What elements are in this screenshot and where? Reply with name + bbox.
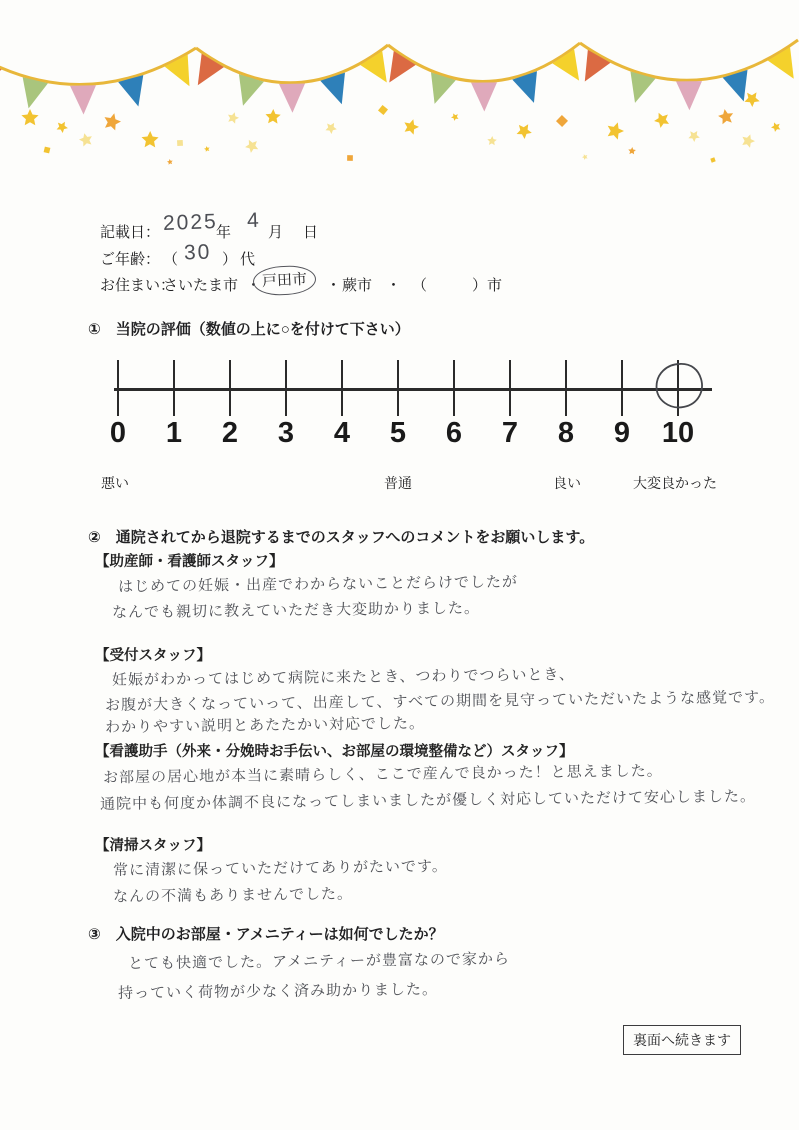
star-decoration: [628, 147, 636, 154]
handwritten-comment-line: 常に清潔に保っていただけてありがたいです。: [112, 857, 448, 880]
tick-label: 8: [557, 417, 575, 449]
star-decoration: [556, 115, 568, 127]
star-decoration: [228, 112, 239, 123]
handwritten-comment-line: 持っていく荷物が少なく済み助かりました。: [117, 981, 439, 1002]
anchor-good: 良い: [553, 475, 581, 491]
star-decoration: [167, 159, 173, 165]
star-decoration: [517, 124, 532, 139]
star-decoration: [582, 154, 588, 160]
q2-heading: ② 通院されてから退院するまでのスタッフへのコメントをお願いします。: [88, 529, 595, 546]
star-decoration: [326, 123, 337, 134]
handwritten-comment-line: なんでも親切に教えていただき大変助かりました。: [111, 599, 481, 622]
anchor-normal: 普通: [384, 475, 412, 491]
bunting-decoration: [0, 0, 799, 185]
tick-label: 6: [445, 417, 463, 449]
tick-label: 4: [333, 417, 351, 449]
star-decoration: [266, 109, 281, 124]
residence-separator: ・: [326, 277, 342, 294]
star-decoration: [44, 147, 51, 154]
star-decoration: [204, 146, 210, 152]
star-decoration: [487, 136, 497, 145]
section-title-cleaning: 【清掃スタッフ】: [95, 838, 211, 854]
star-decoration: [745, 92, 760, 107]
star-decoration: [105, 113, 122, 130]
date-year-unit: 年: [216, 224, 232, 241]
section-title-nursing-assistant: 【看護助手（外来・分娩時お手伝い、お部屋の環境整備など）スタッフ】: [95, 744, 574, 760]
star-decoration: [57, 122, 68, 133]
handwritten-comment-line: わかりやすい説明とあたたかい対応でした。: [104, 715, 426, 736]
star-decoration: [347, 155, 353, 161]
date-month-value: 4: [246, 208, 262, 233]
tick-label: 9: [613, 417, 631, 449]
q1-heading: ① 当院の評価（数値の上に○を付けて下さい）: [88, 321, 410, 338]
residence-option-warabi: 蕨市: [342, 277, 373, 294]
star-decoration: [177, 140, 183, 146]
section-title-reception: 【受付スタッフ】: [95, 648, 211, 664]
residence-other-blank: （ ）市: [412, 277, 503, 294]
star-decoration: [142, 131, 159, 147]
age-value: 30: [183, 240, 212, 265]
q3-heading: ③ 入院中のお部屋・アメニティーは如何でしたか？: [88, 926, 444, 943]
star-decoration: [378, 105, 388, 115]
tick-label: 1: [165, 417, 183, 449]
star-decoration: [608, 122, 624, 139]
date-month-unit: 月: [268, 224, 284, 241]
age-paren-open: （: [163, 251, 179, 268]
tick-label: 3: [277, 417, 295, 449]
handwritten-comment-line: はじめての妊娠・出産でわからないことだらけでしたが: [117, 573, 519, 596]
handwritten-comment-line: なんの不満もありませんでした。: [112, 885, 354, 906]
date-day-unit: 日: [303, 224, 319, 241]
tick-label: 10: [661, 417, 695, 449]
selected-rating-circle: [648, 356, 712, 416]
tick-label: 0: [109, 417, 127, 449]
residence-separator: ・: [246, 277, 262, 294]
selected-residence-circle: 戸田市: [252, 264, 316, 296]
residence-option-saitama: さいたま市: [163, 277, 239, 294]
star-decoration: [404, 119, 419, 134]
age-paren-close: ）: [222, 251, 238, 268]
residence-label: お住まい：: [100, 277, 176, 294]
star-decoration: [688, 131, 699, 142]
star-decoration: [21, 109, 38, 125]
tick-label: 5: [389, 417, 407, 449]
tick-label: 2: [221, 417, 239, 449]
star-decoration: [451, 113, 459, 121]
star-decoration: [710, 157, 715, 162]
handwritten-comment-line: 通院中も何度か体調不良になってしまいましたが優しく対応していただけて安心しました。: [99, 787, 757, 814]
star-decoration: [742, 134, 755, 147]
anchor-verygood: 大変良かった: [633, 475, 717, 491]
age-unit: 代: [240, 251, 256, 268]
section-title-midwife-nurse: 【助産師・看護師スタッフ】: [95, 554, 284, 570]
handwritten-comment-line: お部屋の居心地が本当に素晴らしく、ここで産んで良かった！と思えました。: [102, 762, 663, 787]
continue-to-back-note: 裏面へ続きます: [623, 1025, 741, 1055]
rating-scale: [90, 352, 750, 452]
star-decoration: [771, 122, 780, 131]
residence-separator: ・: [386, 277, 402, 294]
residence-option-toda-circled: [253, 266, 316, 295]
handwritten-comment-line: とても快適でした。アメニティーが豊富なので家から: [127, 950, 511, 973]
handwritten-comment-line: 妊娠がわかってはじめて病院に来たとき、つわりでつらいとき、: [111, 666, 575, 689]
star-decoration: [79, 133, 92, 146]
star-decoration: [718, 109, 733, 124]
tick-label: 7: [501, 417, 519, 449]
date-year-value: 2025: [162, 210, 219, 235]
date-label: 記載日：: [100, 224, 161, 241]
age-label: ご年齢：: [100, 251, 161, 268]
anchor-bad: 悪い: [101, 475, 129, 491]
star-decoration: [245, 140, 258, 153]
handwritten-comment-line: お腹が大きくなっていって、出産して、すべての期間を見守っていただいたような感覚です。: [104, 688, 775, 715]
star-decoration: [654, 113, 669, 128]
